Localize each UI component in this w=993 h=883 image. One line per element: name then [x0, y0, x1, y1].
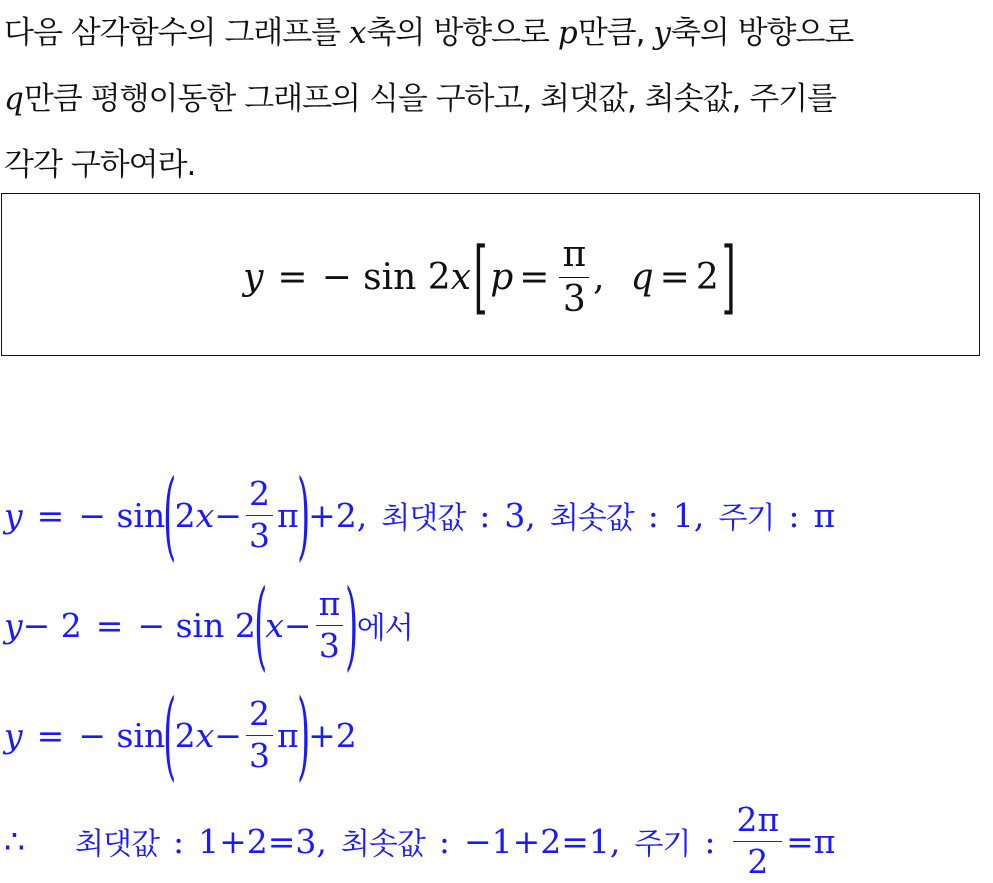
var-y: y [653, 15, 671, 51]
var-p: p [557, 15, 578, 51]
right-paren: ) [296, 679, 310, 791]
question-line-3: 각각 구하여라. [4, 147, 196, 183]
answer-line-1: y = − sin ( 2 x − $\frac{2}{3}$ π ) +2, 최댓값 : 3, 최솟값 : 1, 주기 : π [4, 459, 836, 571]
answer-line-4: ∴ 최댓값 : 1+2=3, 최솟값 : −1+2=1, 주기 : $\frac{2\pi}{2}$ =π [4, 800, 836, 881]
left-paren: ( [163, 459, 177, 571]
left-paren: ( [163, 679, 177, 791]
right-paren: ) [296, 459, 310, 571]
question-text [4, 0, 989, 198]
fraction-two-thirds: $\frac{2}{3}$ [246, 476, 273, 554]
answer-line-3: y = − sin ( 2 x − $\frac{2}{3}$ π ) +2 [4, 679, 357, 791]
right-bracket: ] [721, 230, 736, 323]
given-formula: y = − sin 2 x [ p = $\frac{\pi}{3}$ , q = 2 ] [243, 230, 736, 323]
question-line-2: q만큼 평행이동한 그래프의 식을 구하고, 최댓값, 최솟값, 주기를 [4, 81, 837, 117]
question-line-1: 다음 삼각함수의 그래프를 x축의 방향으로 p만큼, y축의 방향으로 [4, 15, 854, 51]
left-paren: ( [254, 569, 268, 681]
answer-line-2: y − 2 = − sin 2 ( x − $\frac{\pi}{3}$ ) 에서 [4, 569, 413, 681]
var-x: x [348, 15, 367, 51]
fraction-pi-over-3: $\frac{\pi}{3}$ [316, 586, 344, 664]
given-function-box [1, 193, 980, 356]
left-bracket: [ [473, 230, 488, 323]
right-paren: ) [345, 569, 359, 681]
fraction-two-thirds: $\frac{2}{3}$ [246, 696, 273, 774]
var-q: q [4, 81, 24, 117]
fraction-pi-over-3: $\frac{\pi}{3}$ [559, 235, 589, 319]
fraction-2pi-over-2: $\frac{2\pi}{2}$ [733, 802, 782, 880]
therefore-symbol: ∴ [4, 821, 25, 861]
